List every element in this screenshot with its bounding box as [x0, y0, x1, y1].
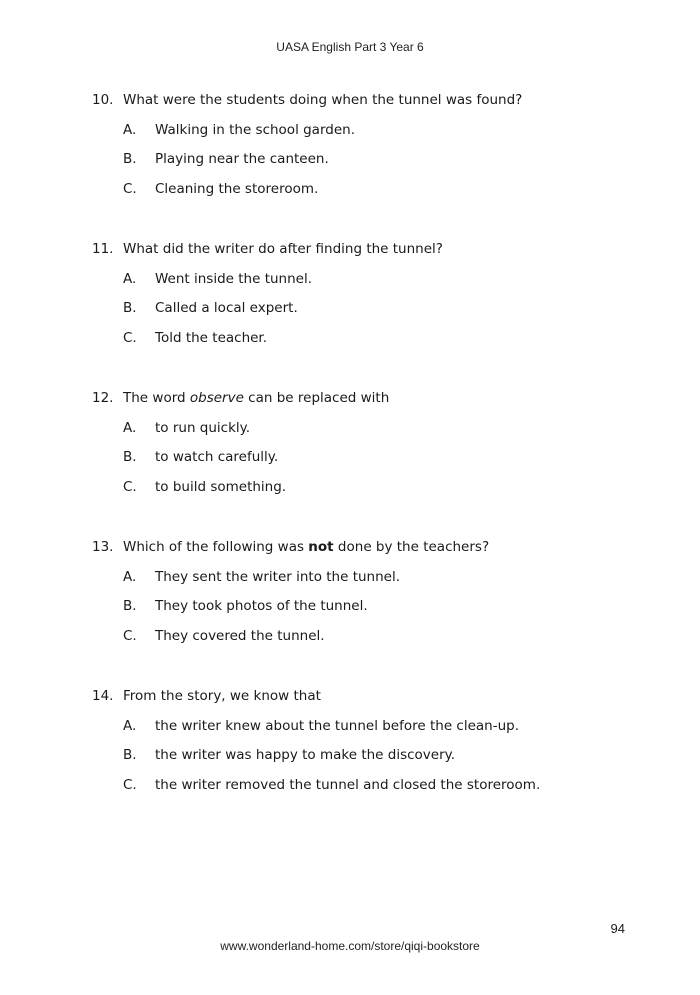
question-list [0, 90, 700, 835]
option-letter: C. [123, 479, 137, 495]
question-stem [92, 686, 321, 706]
question-12 [0, 388, 700, 537]
question-number: 13. [92, 539, 114, 555]
option-text: to watch carefully. [155, 449, 279, 465]
option-a[interactable] [123, 567, 400, 587]
question-text: What were the students doing when the tunnel was found? [123, 92, 523, 108]
option-a[interactable] [123, 716, 519, 736]
question-number: 10. [92, 92, 114, 108]
question-stem [92, 388, 389, 408]
option-letter: A. [123, 122, 137, 138]
question-text-after: done by the teachers? [333, 539, 490, 555]
question-text-before: Which of the following was [123, 539, 309, 555]
question-number: 12. [92, 390, 114, 406]
option-text: Walking in the school garden. [155, 122, 355, 138]
option-a[interactable] [123, 120, 355, 140]
option-letter: B. [123, 449, 137, 465]
option-b[interactable] [123, 745, 455, 765]
option-b[interactable] [123, 596, 368, 616]
option-letter: A. [123, 569, 137, 585]
option-text: the writer removed the tunnel and closed the storeroom. [155, 777, 541, 793]
option-text: to run quickly. [155, 420, 251, 436]
option-letter: B. [123, 300, 137, 316]
option-b[interactable] [123, 447, 278, 467]
question-text: From the story, we know that [123, 688, 321, 704]
question-emphasis-word: observe [189, 390, 244, 406]
option-c[interactable] [123, 626, 325, 646]
question-14 [0, 686, 700, 835]
option-letter: A. [123, 271, 137, 287]
option-letter: C. [123, 330, 137, 346]
option-b[interactable] [123, 149, 329, 169]
option-text: They sent the writer into the tunnel. [155, 569, 401, 585]
option-letter: B. [123, 151, 137, 167]
question-11 [0, 239, 700, 388]
question-emphasis-word: not [308, 539, 334, 555]
option-a[interactable] [123, 269, 312, 289]
option-text: They covered the tunnel. [155, 628, 325, 644]
option-text: the writer knew about the tunnel before the clean-up. [155, 718, 520, 734]
option-letter: B. [123, 598, 137, 614]
option-text: to build something. [155, 479, 287, 495]
option-letter: C. [123, 628, 137, 644]
question-stem [92, 239, 443, 259]
option-text: Called a local expert. [155, 300, 298, 316]
question-text: What did the writer do after finding the tunnel? [123, 241, 443, 257]
option-letter: B. [123, 747, 137, 763]
option-text: Went inside the tunnel. [155, 271, 313, 287]
question-number: 14. [92, 688, 114, 704]
page-header: UASA English Part 3 Year 6 [276, 40, 424, 54]
question-text-after: can be replaced with [243, 390, 390, 406]
option-c[interactable] [123, 477, 286, 497]
question-10 [0, 90, 700, 239]
question-13 [0, 537, 700, 686]
option-text: the writer was happy to make the discovery. [155, 747, 455, 763]
option-text: Told the teacher. [155, 330, 268, 346]
option-text: They took photos of the tunnel. [155, 598, 368, 614]
question-text-before: The word [123, 390, 190, 406]
option-c[interactable] [123, 775, 540, 795]
option-letter: A. [123, 718, 137, 734]
question-stem [92, 537, 489, 557]
option-c[interactable] [123, 328, 267, 348]
option-letter: C. [123, 777, 137, 793]
footer-url: www.wonderland-home.com/store/qiqi-bookstore [220, 939, 480, 953]
option-text: Cleaning the storeroom. [155, 181, 319, 197]
question-number: 11. [92, 241, 114, 257]
question-text [123, 390, 389, 406]
option-letter: A. [123, 420, 137, 436]
option-b[interactable] [123, 298, 298, 318]
page-number: 94 [610, 921, 625, 936]
option-a[interactable] [123, 418, 250, 438]
option-c[interactable] [123, 179, 318, 199]
option-text: Playing near the canteen. [155, 151, 329, 167]
option-letter: C. [123, 181, 137, 197]
question-stem [92, 90, 522, 110]
question-text [123, 539, 489, 555]
